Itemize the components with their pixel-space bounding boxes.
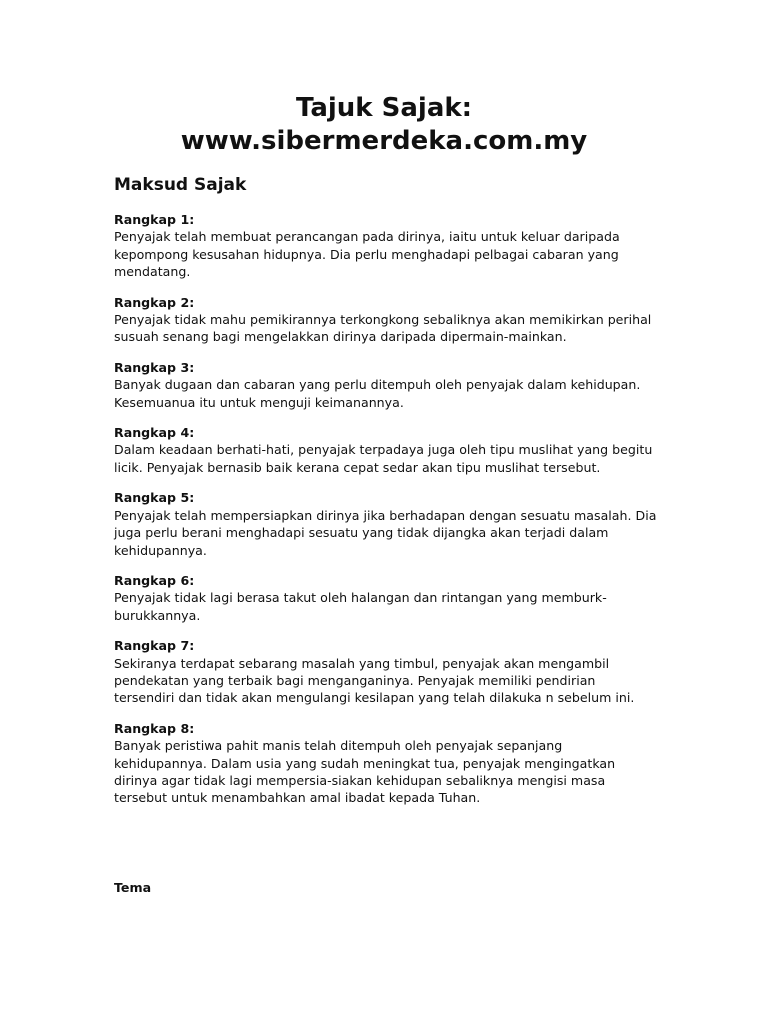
- stanza-label: Rangkap 6:: [114, 572, 195, 588]
- stanza-label: Rangkap 2:: [114, 294, 195, 310]
- title-line-2: www.sibermerdeka.com.my: [180, 126, 588, 156]
- stanza-label: Rangkap 3:: [114, 359, 195, 375]
- stanza-text: Penyajak tidak lagi berasa takut oleh halangan dan rintangan yang memburk- burukkannya.: [114, 590, 607, 623]
- stanza-text: Dalam keadaan berhati-hati, penyajak terpadaya juga oleh tipu muslihat yang begitu licik. Penyajak bernasib baik kerana cepat sedar akan tipu muslihat tersebut.: [114, 442, 653, 475]
- stanza-text: Penyajak tidak mahu pemikirannya terkongkong sebaliknya akan memikirkan perihal susuah senang bagi mengelakkan dirinya daripada dipermain-mainkan.: [114, 312, 652, 345]
- stanza-label: Rangkap 5:: [114, 490, 195, 506]
- stanza-text: Banyak peristiwa pahit manis telah ditempuh oleh penyajak sepanjang kehidupannya. Dalam usia yang sudah meningkat tua, penyajak mengingatkan dirinya agar tidak lagi mempersia-siakan kehidupan sebaliknya mengisi masa tersebut untuk menambahkan amal ibadat kepada Tuhan.: [114, 738, 616, 806]
- stanza-label: Rangkap 1:: [114, 212, 195, 227]
- stanza-text: Banyak dugaan dan cabaran yang perlu ditempuh oleh penyajak dalam kehidupan. Kesemuanua itu untuk menguji keimanannya.: [114, 377, 641, 410]
- stanza-text: Penyajak telah mempersiapkan dirinya jika berhadapan dengan sesuatu masalah. Dia juga perlu berani menghadapi sesuatu yang tidak dijangka akan terjadi dalam kehidupannya.: [114, 507, 657, 558]
- tema-heading: Tema: [114, 880, 152, 895]
- stanza-1: [114, 211, 674, 281]
- stanza-7: [114, 637, 674, 707]
- stanza-3: [114, 359, 674, 411]
- stanza-2: [114, 294, 674, 346]
- stanza-label: Rangkap 4:: [114, 425, 195, 441]
- stanza-label: Rangkap 8:: [114, 720, 195, 736]
- stanza-5: [114, 489, 674, 559]
- title-line-1: Tajuk Sajak:: [295, 93, 473, 123]
- stanza-text: Penyajak telah membuat perancangan pada dirinya, iaitu untuk keluar daripada kepompong kesusahan hidupnya. Dia perlu menghadapi pelbagai cabaran yang mendatang.: [114, 229, 620, 280]
- document-title: [0, 92, 768, 158]
- stanza-text: Sekiranya terdapat sebarang masalah yang timbul, penyajak akan mengambil pendekatan yang terbaik bagi menganganinya. Penyajak memiliki pendirian tersendiri dan tidak akan mengulangi kesilapan yang telah dilakuka n sebelum ini.: [114, 655, 635, 706]
- stanza-6: [114, 572, 674, 624]
- stanza-list: [114, 211, 674, 820]
- stanza-label: Rangkap 7:: [114, 638, 195, 654]
- stanza-8: [114, 720, 674, 807]
- section-heading: Maksud Sajak: [114, 175, 247, 195]
- stanza-4: [114, 424, 674, 476]
